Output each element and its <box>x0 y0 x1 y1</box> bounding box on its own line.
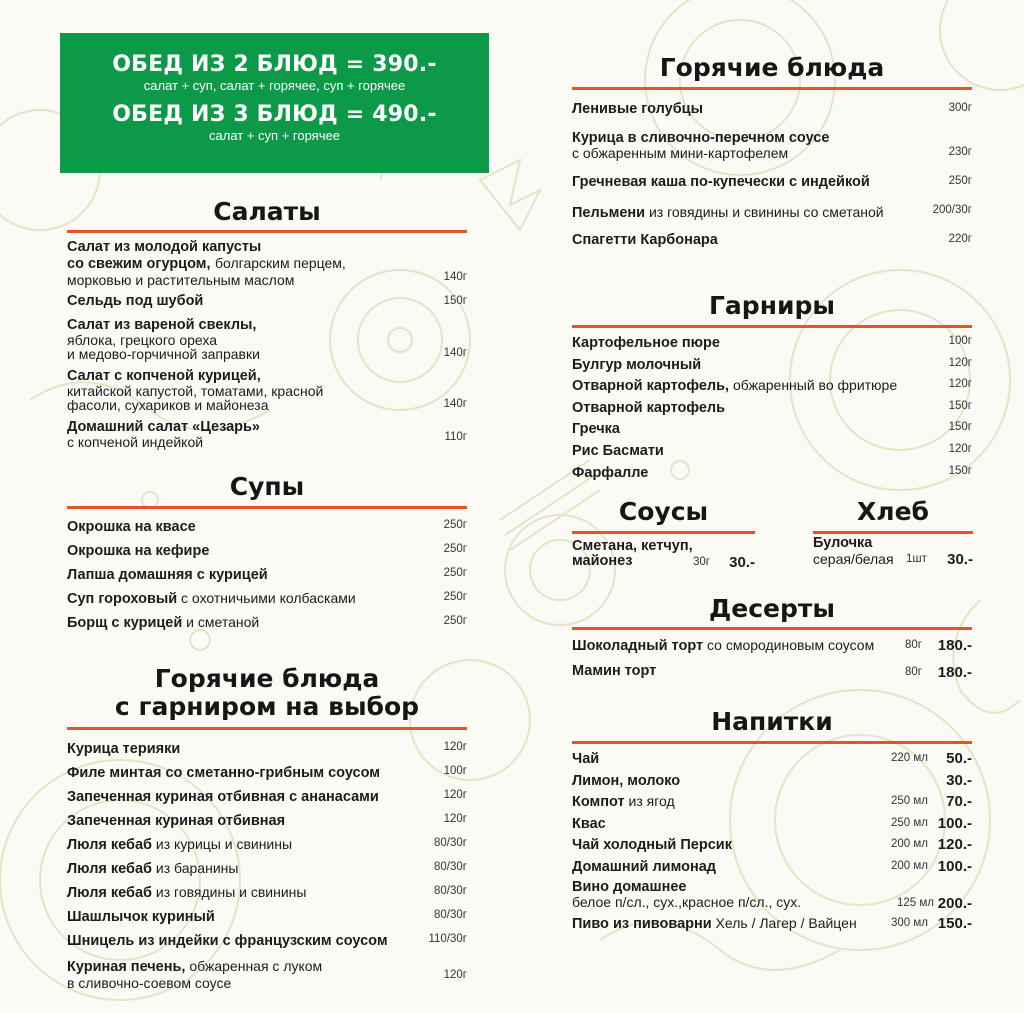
item-description: в сливочно-соевом соусе <box>67 975 232 991</box>
item-volume: 200 мл <box>891 860 928 872</box>
menu-item <box>67 240 467 287</box>
item-name: Куриная печень, <box>67 959 186 975</box>
hot-with-side-list <box>67 740 467 960</box>
item-description: из говядины и свинины <box>152 884 307 900</box>
item-weight: 250г <box>948 175 972 187</box>
item-name: Мамин торт <box>572 663 657 679</box>
item-price: 70.- <box>946 793 972 811</box>
item-description: с охотничьими колбасками <box>177 590 356 606</box>
menu-item <box>813 536 973 569</box>
item-name: Лапша домашняя с курицей <box>67 567 268 583</box>
item-weight: 250г <box>443 567 467 579</box>
item-name: Люля кебаб <box>67 837 153 853</box>
item-description: из баранины <box>152 860 239 876</box>
item-description: обжаренная с луком <box>185 958 323 974</box>
bread-title: Хлеб <box>857 497 929 526</box>
item-weight: 80/30г <box>434 837 467 849</box>
item-weight: 140г <box>443 271 467 283</box>
item-weight: 80г <box>905 666 922 678</box>
item-name: Салат из молодой капусты <box>67 239 262 255</box>
item-weight: 140г <box>443 347 467 359</box>
item-name: Люля кебаб <box>67 885 153 901</box>
item-name: Салат из вареной свеклы, <box>67 317 257 333</box>
lunch-offer-banner <box>60 33 489 173</box>
lunch-2-subtitle: салат + суп, салат + горячее, суп + горячее <box>143 78 406 93</box>
item-name: Картофельное пюре <box>572 335 720 351</box>
item-name: Салат с копченой курицей, <box>67 368 261 384</box>
item-name: Шницель из индейки с французским соусом <box>67 933 388 949</box>
menu-item <box>67 908 467 926</box>
item-weight: 120г <box>443 741 467 753</box>
item-name: Сметана, кетчуп, <box>572 538 693 554</box>
item-weight: 100г <box>443 765 467 777</box>
item-name: майонез <box>572 553 633 569</box>
menu-item <box>572 750 972 768</box>
menu-item <box>67 884 467 902</box>
item-description: белое п/сл., сух.,красное п/сл., сух. <box>572 894 802 910</box>
item-weight: 150г <box>948 399 972 412</box>
menu-item <box>67 764 467 782</box>
item-weight: 80г <box>905 639 922 651</box>
menu-item <box>67 566 467 584</box>
sauces-section <box>572 498 755 578</box>
item-name: Пельмени <box>572 205 646 221</box>
menu-item <box>67 740 467 758</box>
item-name: Курица в сливочно-перечном соусе <box>572 130 830 146</box>
item-description: и медово-горчичной заправки <box>67 346 260 362</box>
item-volume: 200 мл <box>891 838 928 851</box>
menu-item <box>572 772 972 790</box>
menu-item <box>572 377 972 395</box>
menu-item <box>67 614 467 632</box>
item-price: 30.- <box>947 551 973 568</box>
sides-section <box>572 292 972 334</box>
item-weight: 30г <box>693 556 710 568</box>
item-name: Гречневая каша по-купечески с индейкой <box>572 174 870 190</box>
sides-title: Гарниры <box>709 291 835 320</box>
item-description: фасоли, сухариков и майонеза <box>67 397 269 413</box>
hot-divider <box>572 87 972 90</box>
hot-with-side-divider <box>67 727 467 730</box>
menu-item <box>572 204 972 222</box>
soups-divider <box>67 506 467 509</box>
item-volume: 250 мл <box>891 795 928 808</box>
item-description: китайской капустой, томатами, красной <box>67 383 324 399</box>
item-name: Запеченная куриная отбивная <box>67 813 286 829</box>
item-name: Курица терияки <box>67 741 181 757</box>
hot-with-side-section <box>67 665 467 745</box>
bread-divider <box>813 531 973 534</box>
hot-with-side-last <box>67 958 467 990</box>
soups-list <box>67 518 467 638</box>
item-description: с копченой индейкой <box>67 434 204 450</box>
item-name: Люля кебаб <box>67 861 153 877</box>
item-description: из курицы и свинины <box>152 836 293 852</box>
item-description: обжаренный во фритюре <box>729 377 898 394</box>
item-weight: 1шт <box>906 553 927 565</box>
hot-section <box>572 54 972 254</box>
menu-item <box>572 399 972 417</box>
salads-divider <box>67 230 467 233</box>
item-weight: 140г <box>443 398 467 410</box>
item-weight: 80/30г <box>434 909 467 921</box>
menu-item <box>572 879 972 912</box>
drinks-extra <box>572 880 972 936</box>
menu-item <box>67 860 467 878</box>
item-weight: 150г <box>948 421 972 434</box>
item-weight: 120г <box>443 813 467 825</box>
hot-with-side-title-line1: Горячие блюда <box>154 664 380 693</box>
item-name: Булочка <box>813 535 873 551</box>
item-weight: 120г <box>948 443 972 455</box>
item-weight: 250г <box>443 543 467 555</box>
menu-item <box>572 464 972 482</box>
item-weight: 250г <box>443 615 467 627</box>
menu-item <box>572 442 972 460</box>
item-price: 180.- <box>937 637 972 654</box>
item-description: болгарским перцем, <box>214 255 346 271</box>
item-name: Булгур молочный <box>572 356 702 373</box>
menu-item <box>67 958 467 990</box>
item-price: 50.- <box>946 750 972 767</box>
item-name: Компот <box>572 794 625 811</box>
item-price: 200.- <box>937 895 972 912</box>
item-name: Квас <box>572 815 606 832</box>
menu-item <box>572 131 972 160</box>
item-weight: 200/30г <box>932 204 972 216</box>
lunch-2-title: ОБЕД ИЗ 2 БЛЮД = 390.- <box>112 52 437 77</box>
drinks-list <box>572 750 972 880</box>
sides-divider <box>572 325 972 328</box>
menu-item <box>67 542 467 560</box>
item-price: 100.- <box>937 858 972 875</box>
menu-item <box>67 590 467 608</box>
item-name: Отварной картофель <box>572 399 726 416</box>
menu-item <box>572 175 972 190</box>
item-name: Фарфалле <box>572 464 649 481</box>
item-name: Рис Басмати <box>572 443 664 459</box>
item-price: 180.- <box>937 664 972 681</box>
menu-item <box>572 793 972 811</box>
item-name: Спагетти Карбонара <box>572 232 718 248</box>
item-description: Хель / Лагер / Вайцен <box>711 915 857 931</box>
item-name: Ленивые голубцы <box>572 101 703 117</box>
item-weight: 230г <box>948 146 972 158</box>
salads-title: Салаты <box>213 197 321 226</box>
sauces-title: Соусы <box>618 497 709 526</box>
item-volume: 220 мл <box>891 752 928 764</box>
item-weight: 80/30г <box>434 861 467 873</box>
lunch-3-subtitle: салат + суп + горячее <box>209 128 340 143</box>
item-name: Окрошка на кефире <box>67 543 210 559</box>
item-name: Чай холодный Персик <box>572 837 732 854</box>
menu-item <box>67 836 467 854</box>
item-price: 150.- <box>937 915 972 932</box>
item-weight: 300г <box>948 102 972 114</box>
item-weight: 80/30г <box>434 885 467 897</box>
menu-item <box>572 102 972 117</box>
menu-item <box>67 420 467 449</box>
item-name: Лимон, молоко <box>572 772 681 789</box>
menu-item <box>572 836 972 854</box>
item-description: и сметаной <box>182 614 260 630</box>
menu-item <box>572 539 755 569</box>
drinks-section <box>572 708 972 750</box>
menu-item <box>67 294 467 309</box>
item-weight: 120г <box>443 789 467 801</box>
bread-section <box>813 498 973 578</box>
item-weight: 250г <box>443 519 467 531</box>
item-name: Шоколадный торт <box>572 638 704 654</box>
item-weight: 150г <box>443 295 467 307</box>
item-name: Пиво из пивоварни <box>572 916 712 932</box>
item-price: 100.- <box>937 814 972 832</box>
item-name: Запеченная куриная отбивная с ананасами <box>67 789 379 805</box>
item-name: Домашний лимонад <box>572 859 717 875</box>
item-price: 30.- <box>729 554 755 571</box>
menu-item <box>572 815 972 833</box>
soups-title: Супы <box>229 472 305 501</box>
desserts-title: Десерты <box>709 594 835 623</box>
item-name: Домашний салат «Цезарь» <box>67 419 260 435</box>
menu-item <box>572 664 972 679</box>
salads-section <box>67 198 467 458</box>
menu-item <box>67 812 467 830</box>
item-name: Окрошка на квасе <box>67 519 196 535</box>
menu-item <box>572 420 972 438</box>
item-name: Филе минтая со сметанно-грибным соусом <box>67 765 380 781</box>
item-description: с обжаренным мини-картофелем <box>572 145 789 161</box>
item-volume: 250 мл <box>891 816 928 829</box>
menu-item <box>572 858 972 876</box>
item-price: 120.- <box>937 836 972 854</box>
item-description: серая/белая <box>813 551 894 567</box>
drinks-title: Напитки <box>711 707 833 736</box>
menu-item <box>572 334 972 352</box>
sides-list <box>572 334 972 484</box>
item-description: из ягод <box>624 793 675 810</box>
item-name: Вино домашнее <box>572 879 687 895</box>
item-name: Суп гороховый <box>67 591 178 607</box>
item-name: Отварной картофель, <box>572 378 730 395</box>
item-name: Чай <box>572 751 600 767</box>
desserts-section <box>572 595 972 695</box>
hot-with-side-title-line2: с гарниром на выбор <box>114 692 420 721</box>
sauces-divider <box>572 531 755 534</box>
drinks-divider <box>572 741 972 744</box>
item-name: Гречка <box>572 421 620 438</box>
hot-title: Горячие блюда <box>659 53 885 82</box>
item-weight: 110г <box>444 431 467 443</box>
item-weight: 250г <box>443 591 467 603</box>
item-name: со свежим огурцом, <box>67 256 211 272</box>
item-weight: 150г <box>948 464 972 477</box>
item-description: яблока, грецкого ореха <box>67 332 218 348</box>
item-weight: 100г <box>948 335 972 347</box>
menu-item <box>67 518 467 536</box>
lunch-3-title: ОБЕД ИЗ 3 БЛЮД = 490.- <box>112 102 437 127</box>
menu-item <box>67 318 467 361</box>
item-weight: 120г <box>948 378 972 391</box>
item-volume: 125 мл <box>897 897 934 909</box>
desserts-divider <box>572 627 972 630</box>
menu-item <box>572 233 972 248</box>
item-weight: 220г <box>948 233 972 245</box>
item-price: 30.- <box>946 771 972 789</box>
menu-item <box>572 915 972 933</box>
item-volume: 300 мл <box>891 917 928 929</box>
item-name: Шашлычок куриный <box>67 909 215 925</box>
item-name: Борщ с курицей <box>67 615 183 631</box>
item-description: из говядины и свинины со сметаной <box>645 204 884 220</box>
item-weight: 110/30г <box>428 933 467 945</box>
menu-item <box>67 369 467 412</box>
menu-item <box>67 788 467 806</box>
item-description: морковью и растительным маслом <box>67 272 295 288</box>
item-description: со смородиновым соусом <box>703 637 875 653</box>
item-weight: 120г <box>948 356 972 369</box>
menu-item <box>572 356 972 374</box>
menu-item <box>67 932 467 950</box>
item-name: Сельдь под шубой <box>67 293 204 309</box>
item-weight: 120г <box>443 969 467 981</box>
menu-item <box>572 637 972 655</box>
